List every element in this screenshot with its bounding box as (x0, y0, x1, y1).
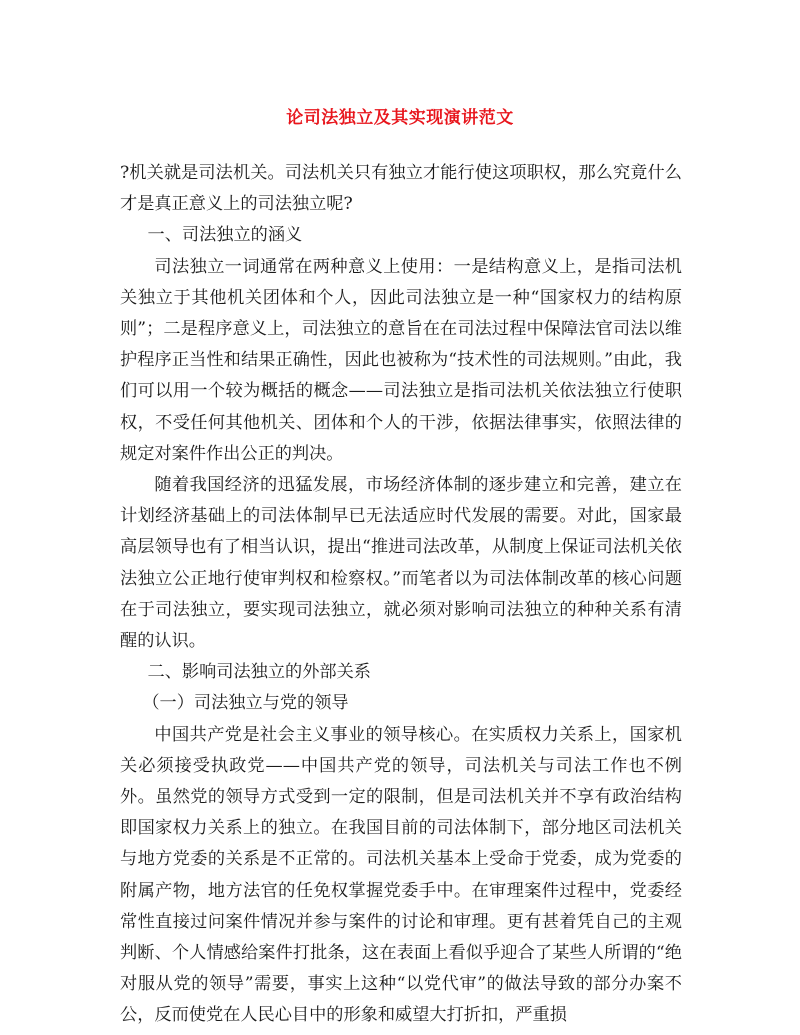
subsection-heading-1: （一）司法独立与党的领导 (142, 693, 349, 714)
document-body (120, 158, 682, 1032)
paragraph-definition: 司法独立一词通常在两种意义上使用：一是结构意义上，是指司法机关独立于其他机关团体和个人，因此司法独立是一种“国家权力的结构原则”；二是程序意义上，司法独立的意旨在在司法过程中保障法官司法以维护程序正当性和结果正确性，因此也被称为“技术性的司法规则。”由此，我们可以用一个较为概括的概念——司法独立是指司法机关依法独立行使职权，不受任何其他机关、团体和个人的干涉，依据法律事实，依照法律的规定对案件作出公正的判决。 (120, 256, 682, 464)
section-heading-1: 一、司法独立的涵义 (147, 225, 303, 246)
paragraph-reform: 随着我国经济的迅猛发展，市场经济体制的逐步建立和完善，建立在计划经济基础上的司法体制早已无法适应时代发展的需要。对此，国家最高层领导也有了相当认识，提出“推进司法改革，从制度上保证司法机关依法独立公正地行使审判权和检察权。”而笔者以为司法体制改革的核心问题在于司法独立，要实现司法独立，就必须对影响司法独立的种种关系有清醒的认识。 (120, 475, 682, 652)
paragraph-intro: ?机关就是司法机关。司法机关只有独立才能行使这项职权，那么究竟什么才是真正意义上的司法独立呢? (120, 163, 682, 215)
document-title: 论司法独立及其实现演讲范文 (286, 108, 514, 128)
section-heading-2: 二、影响司法独立的外部关系 (147, 662, 371, 683)
paragraph-party-leadership: 中国共产党是社会主义事业的领导核心。在实质权力关系上，国家机关必须接受执政党——中国共产党的领导，司法机关与司法工作也不例外。虽然党的领导方式受到一定的限制，但是司法机关并不享有政治结构即国家权力关系上的独立。在我国目前的司法体制下，部分地区司法机关与地方党委的关系是不正常的。司法机关基本上受命于党委，成为党委的附属产物，地方法官的任免权掌握党委手中。在审理案件过程中，党委经常性直接过问案件情况并参与案件的讨论和审理。更有甚着凭自己的主观判断、个人情感给案件打批条，这在表面上看似乎迎合了某些人所谓的“绝对服从党的领导”需要，事实上这种“以党代审”的做法导致的部分办案不公，反而使党在人民心目中的形象和威望大打折扣，严重损 (120, 724, 682, 1026)
